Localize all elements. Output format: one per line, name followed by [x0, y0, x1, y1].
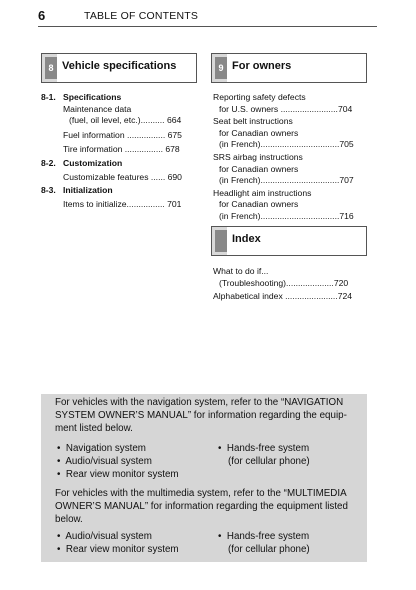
- index-tab: [215, 230, 227, 252]
- page-header: [38, 8, 377, 27]
- toc-entry[interactable]: Seat belt instructions: [213, 116, 293, 127]
- multimedia-notice: For vehicles with the multimedia system, refer to the “MULTIMEDIA OWNER’S MANUAL” for information regarding the equipment listed below.: [55, 488, 348, 525]
- for-owners-toc: Reporting safety defects for U.S. owners ........................704 Seat belt instructions for Canadian owners (in French).................................705 SRS airbag instructions for Canadian owners (in French).................................707 Headlight aim instructions for Canadian owners (in French).................................716: [213, 92, 369, 223]
- list-item: • Hands-free system: [218, 443, 310, 454]
- index-toc: What to do if... (Troubleshooting)....................720 Alphabetical index ......................724: [213, 266, 369, 303]
- list-item: • Rear view monitor system: [57, 544, 179, 555]
- section-9-title: For owners: [232, 60, 292, 72]
- toc-entry[interactable]: Maintenance data: [63, 103, 132, 114]
- page-ref: 701: [167, 198, 182, 209]
- index-title: Index: [232, 233, 261, 245]
- page-ref: 678: [165, 144, 180, 155]
- section-9-heading[interactable]: [211, 53, 367, 83]
- section-8-heading[interactable]: [41, 53, 197, 83]
- page-ref: 690: [167, 171, 182, 182]
- section-9-number: 9: [215, 57, 227, 79]
- page-ref: 704: [337, 103, 353, 114]
- list-item: • Hands-free system: [218, 531, 310, 542]
- toc-entry[interactable]: Items to initialize................ 701: [63, 198, 182, 209]
- toc-subsection[interactable]: 8-3. Initialization: [41, 185, 113, 196]
- navigation-notice: For vehicles with the navigation system, refer to the “NAVIGATION SYSTEM OWNER’S MANUAL” for information regarding the equip- ment listed below.: [55, 397, 347, 434]
- toc-entry[interactable]: for U.S. owners ........................704: [219, 103, 353, 114]
- page-number: 6: [38, 8, 46, 23]
- page-ref: 724: [337, 291, 353, 302]
- section-8-title: Vehicle specifications: [62, 60, 177, 72]
- list-item: • Rear view monitor system: [57, 469, 179, 480]
- list-item: • Navigation system: [57, 443, 146, 454]
- toc-subsection[interactable]: 8-2. Customization: [41, 157, 123, 168]
- toc-entry[interactable]: What to do if...: [213, 266, 269, 276]
- page-ref: 716: [339, 210, 354, 221]
- page-ref: 720: [333, 277, 349, 288]
- page-ref: 664: [166, 115, 182, 126]
- toc-entry[interactable]: Fuel information ................ 675: [63, 129, 182, 140]
- toc-entry[interactable]: (fuel, oil level, etc.).......... 664: [69, 115, 182, 126]
- section-8-number: 8: [45, 57, 57, 79]
- toc-entry[interactable]: SRS airbag instructions: [213, 151, 303, 162]
- toc-subsection[interactable]: 8-1. Specifications: [41, 92, 122, 102]
- manual-notice-box: [41, 394, 367, 562]
- toc-entry[interactable]: Tire information ................ 678: [63, 144, 180, 155]
- page-ref: 707: [339, 175, 354, 186]
- toc-entry[interactable]: Customizable features ...... 690: [63, 171, 182, 182]
- toc-entry[interactable]: Headlight aim instructions: [213, 187, 312, 198]
- header-title: TABLE OF CONTENTS: [84, 10, 199, 22]
- page-ref: 705: [339, 139, 354, 150]
- page-ref: 675: [167, 129, 182, 140]
- list-item: • Audio/visual system: [57, 531, 152, 542]
- toc-entry[interactable]: Alphabetical index ......................724: [213, 291, 353, 302]
- toc-entry[interactable]: Reporting safety defects: [213, 92, 306, 102]
- list-item-continued: (for cellular phone): [228, 544, 310, 555]
- index-heading[interactable]: [211, 226, 367, 256]
- vehicle-specifications-toc: [41, 92, 197, 210]
- list-item: • Audio/visual system: [57, 456, 152, 467]
- list-item-continued: (for cellular phone): [228, 456, 310, 467]
